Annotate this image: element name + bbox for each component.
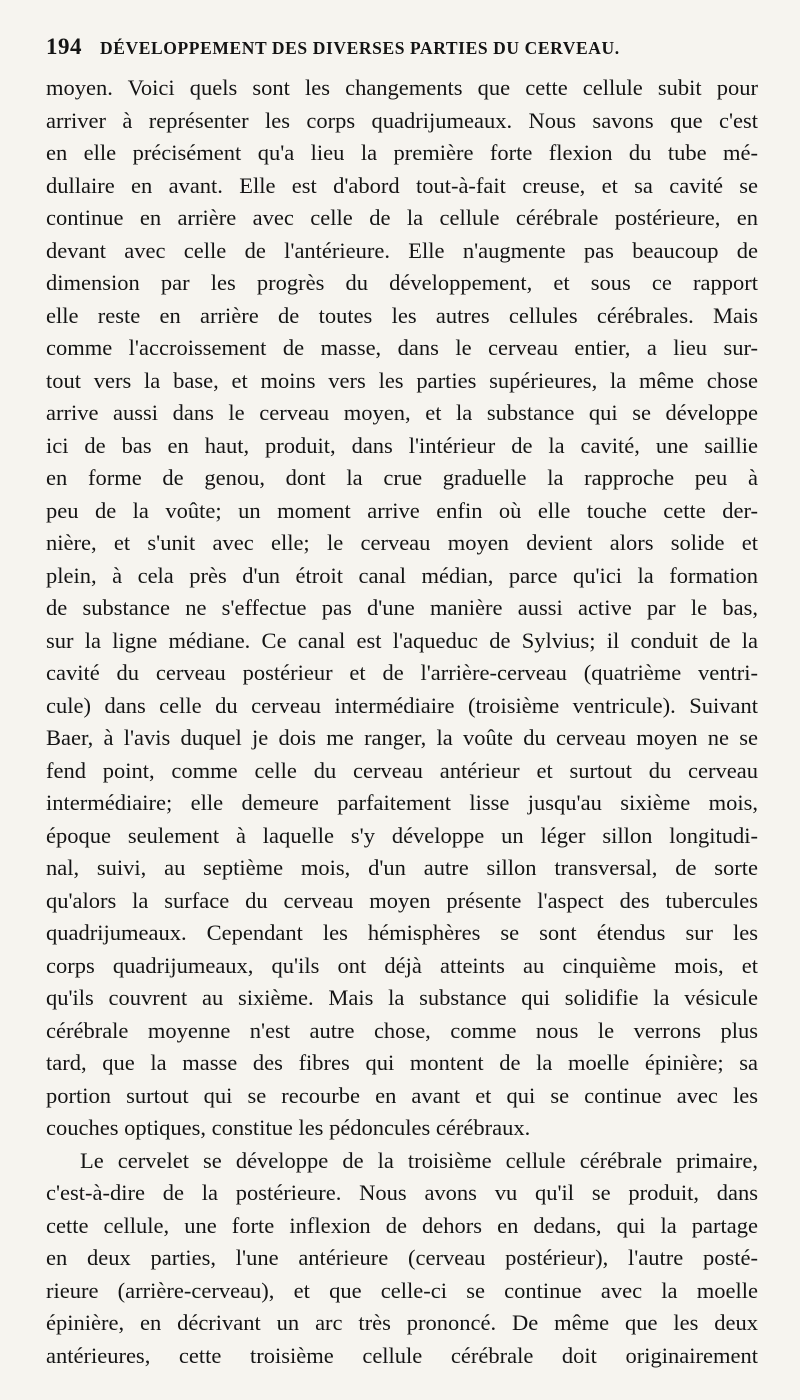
- text-line: antérieures, cette troisième cellule cérébrale doit originairement: [46, 1342, 758, 1368]
- text-line: cérébrale moyenne n'est autre chose, comme nous le verrons plus: [46, 1017, 758, 1043]
- text-line: ici de bas en haut, produit, dans l'intérieur de la cavité, une saillie: [46, 432, 758, 458]
- text-line: continue en arrière avec celle de la cellule cérébrale postérieure, en: [46, 205, 758, 230]
- text-line: couches optiques, constitue les pédoncules cérébraux.: [46, 1115, 531, 1140]
- text-line: quadrijumeaux. Cependant les hémisphères se sont étendus sur les: [46, 920, 758, 945]
- running-title: DÉVELOPPEMENT DES DIVERSES PARTIES DU CERVEAU.: [100, 38, 620, 58]
- text-line: elle reste en arrière de toutes les autres cellules cérébrales. Mais: [46, 302, 758, 328]
- text-line: épinière, en décrivant un arc très prononcé. De même que les deux: [46, 1310, 758, 1335]
- text-line: dimension par les progrès du développement, et sous ce rapport: [46, 270, 758, 295]
- text-line: Le cervelet se développe de la troisième cellule cérébrale primaire,: [80, 1147, 758, 1173]
- text-line: arriver à représenter les corps quadrijumeaux. Nous savons que c'est: [46, 107, 758, 133]
- text-line: dullaire en avant. Elle est d'abord tout-à-fait creuse, et sa cavité se: [46, 172, 758, 198]
- text-line: devant avec celle de l'antérieure. Elle n'augmente pas beaucoup de: [46, 237, 758, 263]
- text-line: en deux parties, l'une antérieure (cerveau postérieur), l'autre posté-: [46, 1245, 758, 1270]
- page-number: 194: [46, 34, 82, 59]
- text-line: intermédiaire; elle demeure parfaitement lisse jusqu'au sixième mois,: [46, 790, 758, 815]
- text-line: qu'alors la surface du cerveau moyen présente l'aspect des tubercules: [46, 887, 758, 913]
- text-line: c'est-à-dire de la postérieure. Nous avons vu qu'il se produit, dans: [46, 1180, 758, 1205]
- text-line: qu'ils couvrent au sixième. Mais la substance qui solidifie la vésicule: [46, 985, 758, 1010]
- text-line: de substance ne s'effectue pas d'une manière aussi active par le bas,: [46, 595, 758, 620]
- text-line: en forme de genou, dont la crue graduelle la rapproche peu à: [46, 465, 758, 490]
- text-line: portion surtout qui se recourbe en avant et qui se continue avec les: [46, 1082, 758, 1108]
- text-line: nal, suivi, au septième mois, d'un autre sillon transversal, de sorte: [46, 855, 758, 880]
- text-line: rieure (arrière-cerveau), et que celle-ci se continue avec la moelle: [46, 1277, 758, 1303]
- text-line: arrive aussi dans le cerveau moyen, et la substance qui se développe: [46, 400, 758, 425]
- text-line: plein, à cela près d'un étroit canal médian, parce qu'ici la formation: [46, 562, 758, 588]
- text-line: cavité du cerveau postérieur et de l'arrière-cerveau (quatrième ventri-: [46, 660, 758, 685]
- body-text: [46, 72, 758, 1372]
- text-line: cule) dans celle du cerveau intermédiaire (troisième ventricule). Suivant: [46, 692, 758, 718]
- text-line: comme l'accroissement de masse, dans le cerveau entier, a lieu sur-: [46, 335, 758, 360]
- text-line: cette cellule, une forte inflexion de dehors en dedans, qui la partage: [46, 1212, 758, 1238]
- text-line: sur la ligne médiane. Ce canal est l'aqueduc de Sylvius; il conduit de la: [46, 627, 758, 653]
- text-line: Baer, à l'avis duquel je dois me ranger, la voûte du cerveau moyen ne se: [46, 725, 758, 750]
- text-line: époque seulement à laquelle s'y développe un léger sillon longitudi-: [46, 822, 758, 848]
- running-head: [46, 34, 754, 60]
- text-line: corps quadrijumeaux, qu'ils ont déjà atteints au cinquième mois, et: [46, 952, 758, 978]
- text-line: moyen. Voici quels sont les changements que cette cellule subit pour: [46, 75, 758, 100]
- text-line: en elle précisément qu'a lieu la première forte flexion du tube mé-: [46, 140, 758, 165]
- text-line: fend point, comme celle du cerveau antérieur et surtout du cerveau: [46, 757, 758, 783]
- text-line: tard, que la masse des fibres qui montent de la moelle épinière; sa: [46, 1050, 758, 1075]
- text-line: nière, et s'unit avec elle; le cerveau moyen devient alors solide et: [46, 530, 758, 555]
- text-line: peu de la voûte; un moment arrive enfin où elle touche cette der-: [46, 497, 758, 523]
- text-line: tout vers la base, et moins vers les parties supérieures, la même chose: [46, 367, 758, 393]
